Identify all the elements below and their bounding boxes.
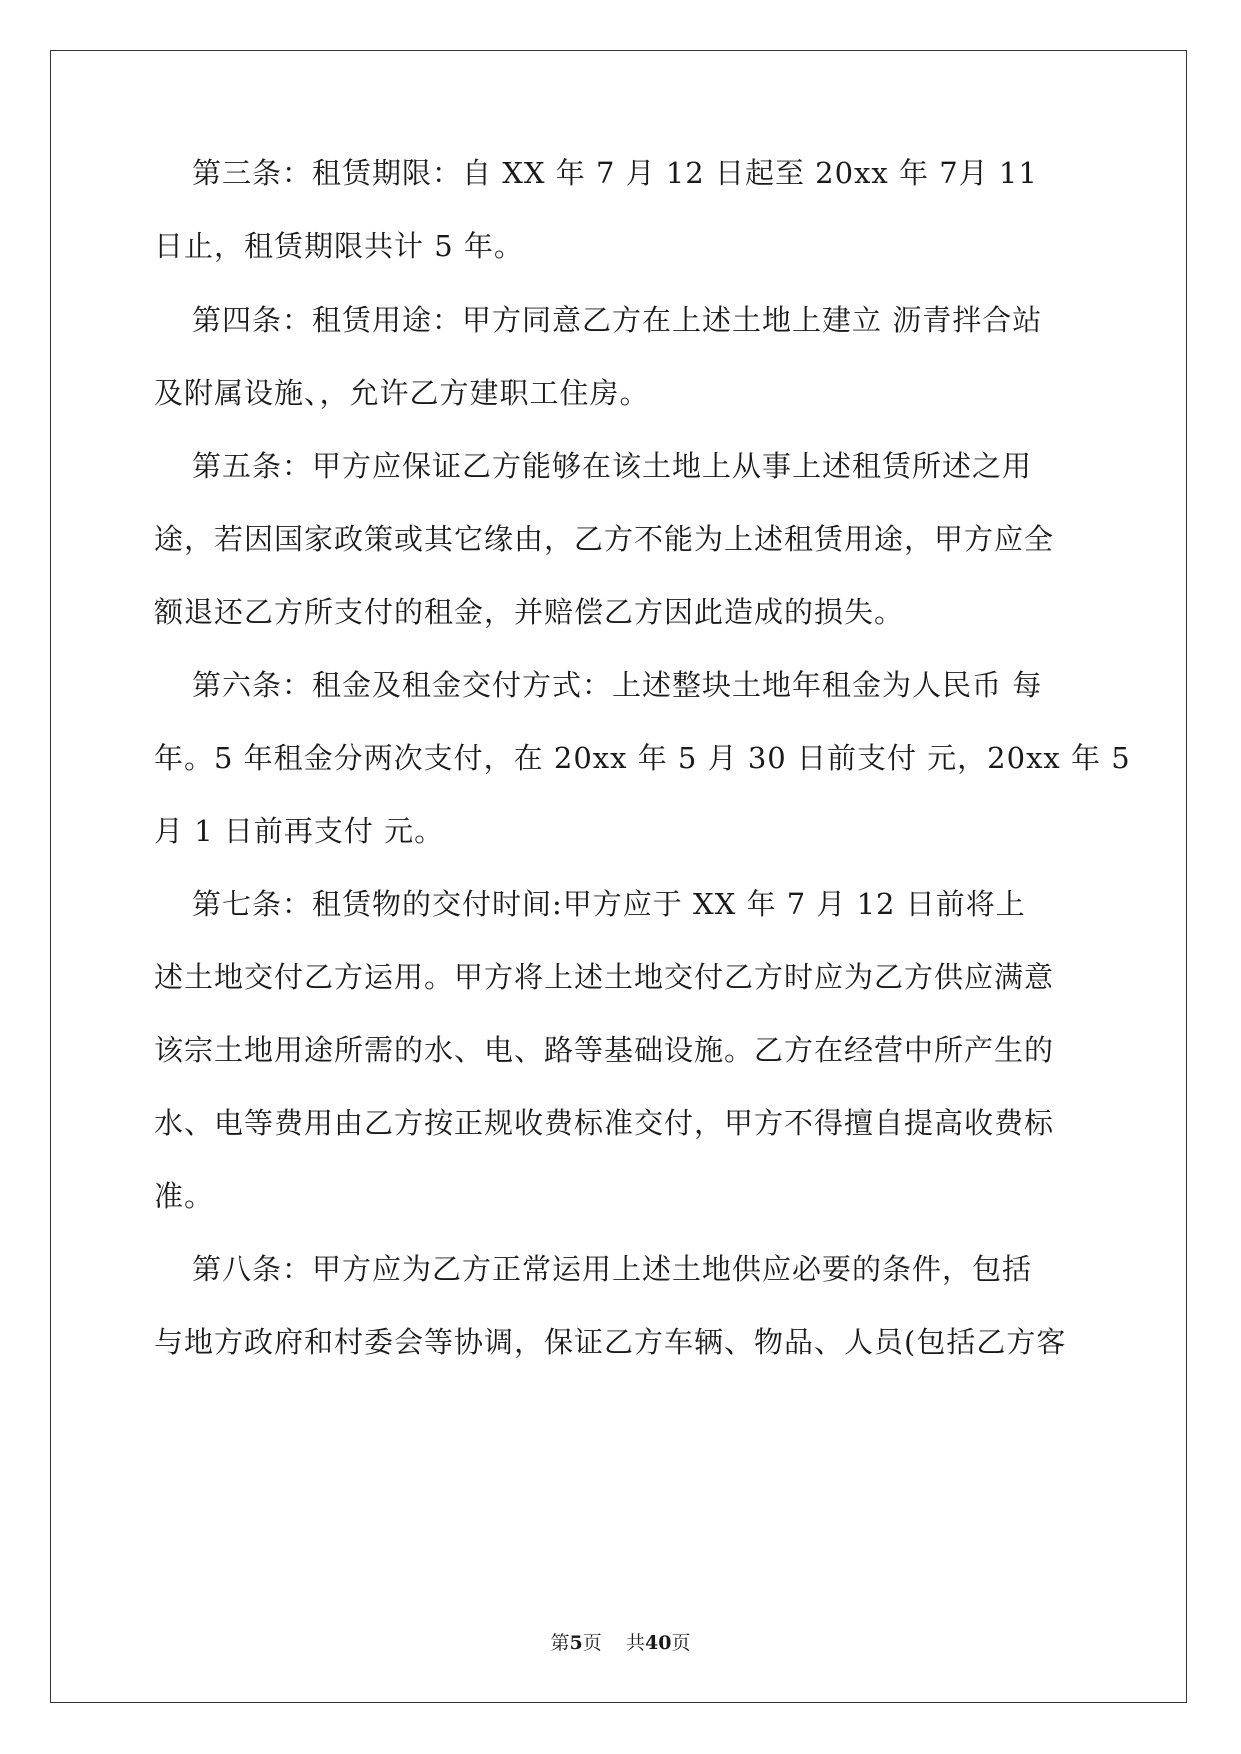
article-8-line-1: 第八条：甲方应为乙方正常运用上述土地供应必要的条件，包括 [192, 1252, 1033, 1286]
article-7-line-1: 第七条：租赁物的交付时间:甲方应于 XX 年 7 月 12 日前将上 [192, 887, 1026, 921]
article-5-line-3: 额退还乙方所支付的租金，并赔偿乙方因此造成的损失。 [154, 595, 905, 629]
footer-page-prefix: 第 [550, 1632, 570, 1654]
page-footer [0, 1628, 1241, 1655]
article-5-line-2: 途，若因国家政策或其它缘由，乙方不能为上述租赁用途，甲方应全 [154, 522, 1055, 556]
footer-page-unit: 页 [582, 1632, 602, 1654]
page-border [50, 50, 1187, 1703]
article-6-line-2: 年。5 年租金分两次支付，在 20xx 年 5 月 30 日前支付 元，20xx 年 5 [154, 741, 1131, 775]
footer-total-prefix: 共 [625, 1632, 645, 1654]
footer-total-pages: 40 [644, 1632, 672, 1654]
article-3-line-2: 日止，租赁期限共计 5 年。 [154, 229, 524, 263]
article-4-line-1: 第四条：租赁用途：甲方同意乙方在上述土地上建立 沥青拌合站 [192, 303, 1043, 337]
article-6-line-1: 第六条：租金及租金交付方式：上述整块土地年租金为人民币 每 [192, 668, 1043, 702]
article-5-line-1: 第五条：甲方应保证乙方能够在该土地上从事上述租赁所述之用 [192, 449, 1033, 483]
article-7-line-3: 该宗土地用途所需的水、电、路等基础设施。乙方在经营中所产生的 [154, 1033, 1055, 1067]
article-7-line-5: 准。 [154, 1179, 215, 1213]
article-3-line-1: 第三条：租赁期限：自 XX 年 7 月 12 日起至 20xx 年 7月 11 [192, 156, 1038, 190]
footer-total-unit: 页 [671, 1632, 691, 1654]
article-7-line-4: 水、电等费用由乙方按正规收费标准交付，甲方不得擅自提高收费标 [154, 1106, 1055, 1140]
article-8-line-2: 与地方政府和村委会等协调，保证乙方车辆、物品、人员(包括乙方客 [154, 1325, 1067, 1359]
article-7-line-2: 述土地交付乙方运用。甲方将上述土地交付乙方时应为乙方供应满意 [154, 960, 1055, 994]
article-4-line-2: 及附属设施、，允许乙方建职工住房。 [154, 376, 650, 410]
article-6-line-3: 月 1 日前再支付 元。 [154, 814, 445, 848]
footer-page-number: 5 [569, 1632, 583, 1654]
